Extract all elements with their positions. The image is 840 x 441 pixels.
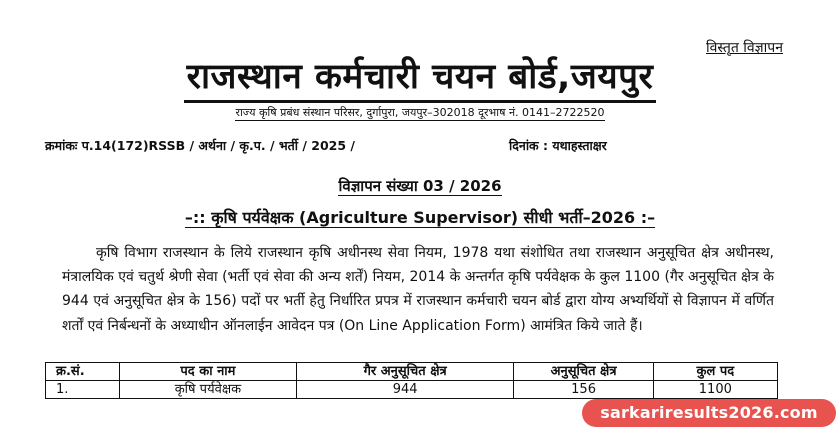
board-title [0,52,840,99]
table-row [46,381,778,399]
watermark-badge: sarkariresults2026.com [582,399,836,427]
advertisement-paragraph: कृषि विभाग राजस्थान के लिये राजस्थान कृषि अधीनस्थ सेवा नियम, 1978 यथा संशोधित तथा राजस्थान अनुसूचित क्षेत्र अधीनस्थ, मंत्रालयिक एवं चतुर्थ श्रेणी सेवा (भर्ती एवं सेवा की अन्य शर्तें) नियम, 2014 के अन्तर्गत कृषि पर्यवेक्षक के कुल 1100 (गैर अनुसूचित क्षेत्र के 944 एवं अनुसूचित क्षेत्र के 156) पदों पर भर्ती हेतु निर्धारित प्रपत्र में राजस्थान कर्मचारी चयन बोर्ड द्वारा योग्य अभ्यर्थियों से विज्ञापन में वर्णित शर्तों एवं निर्बन्धनों के अध्याधीन ऑनलाईन आवेदन पत्र (On Line Application Form) आमंत्रित किये जाते हैं। [62,245,774,334]
column-header-serial: क्र.सं. [46,363,120,381]
cell-non-scheduled: 944 [296,381,514,399]
vacancy-table [45,362,778,399]
advertisement-number-text: विज्ञापन संख्या 03 / 2026 [338,177,502,195]
post-heading [0,206,840,228]
column-header-scheduled: अनुसूचित क्षेत्र [514,363,653,381]
column-header-total: कुल पद [653,363,777,381]
cell-scheduled: 156 [514,381,653,399]
cell-total: 1100 [653,381,777,399]
column-header-post-name: पद का नाम [120,363,297,381]
board-title-text: राजस्थान कर्मचारी चयन बोर्ड,जयपुर [184,57,657,103]
board-address-text: राज्य कृषि प्रबंध संस्थान परिसर, दुर्गापुरा, जयपुर–302018 दूरभाष नं. 0141–2722520 [235,106,605,119]
advertisement-number [0,176,840,196]
reference-number: क्रमांकः प.14(172)RSSB / अर्थना / कृ.प. / भर्ती / 2025 / [45,138,355,153]
post-heading-text: –:: कृषि पर्यवेक्षक (Agriculture Supervisor) सीधी भर्ती–2026 :– [184,208,656,227]
column-header-non-scheduled: गैर अनुसूचित क्षेत्र [296,363,514,381]
cell-serial: 1. [46,381,120,399]
board-address [0,105,840,120]
table-header-row [46,363,778,381]
reference-date: दिनांक : यथाहस्ताक्षर [509,138,607,153]
cell-post-name: कृषि पर्यवेक्षक [120,381,297,399]
advertisement-tag: विस्तृत विज्ञापन [706,40,783,56]
